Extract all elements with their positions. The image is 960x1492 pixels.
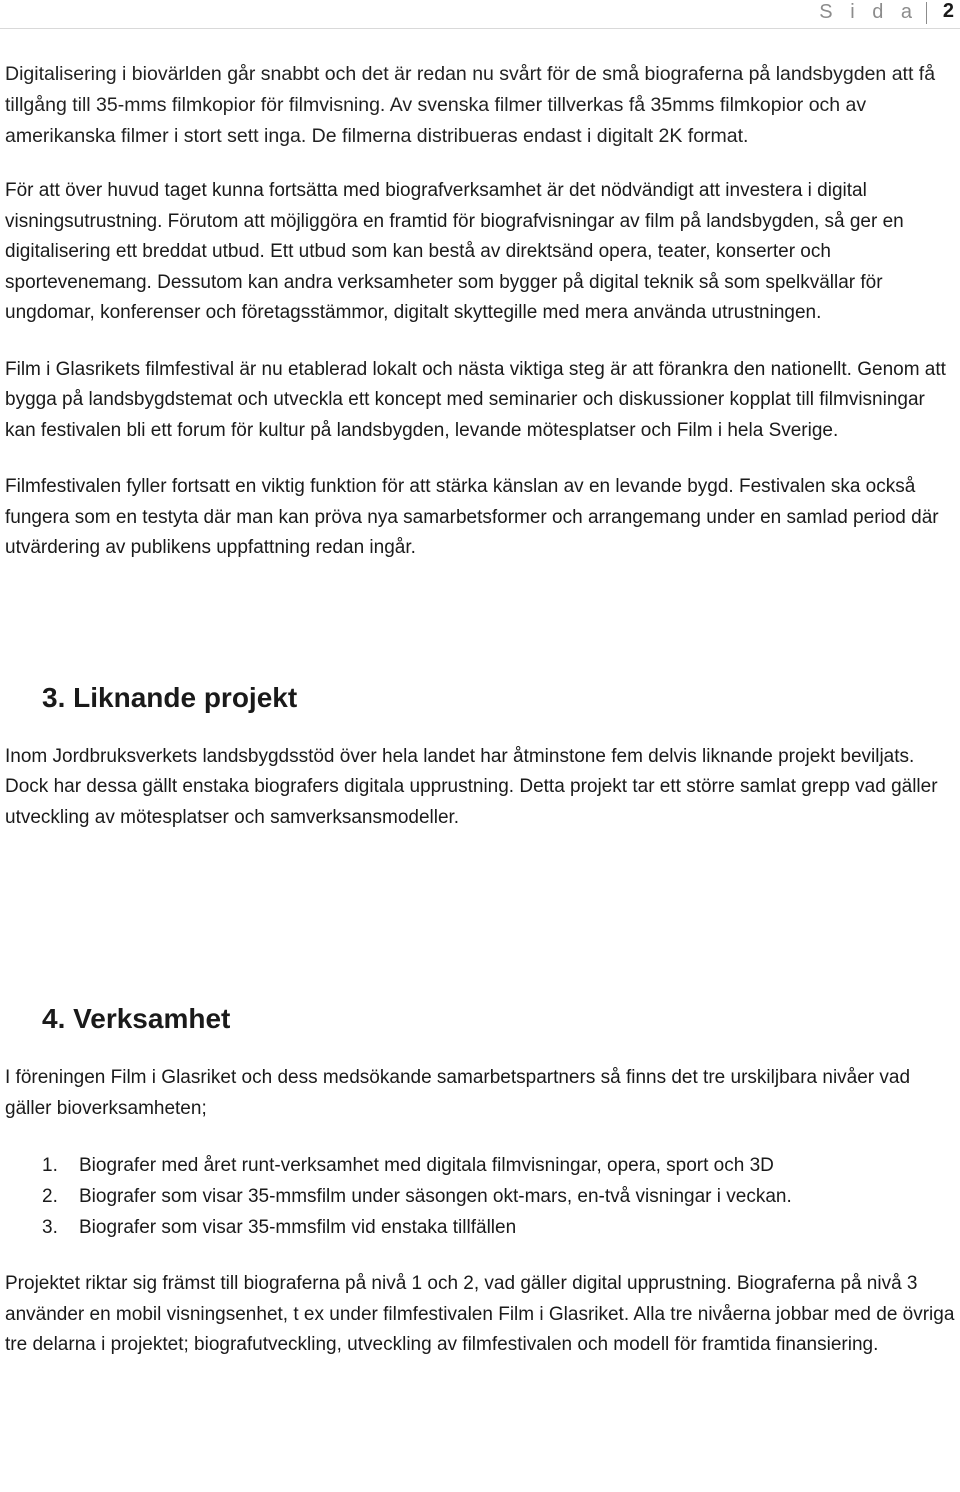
intro-paragraph: Digitalisering i biovärlden går snabbt och det är redan nu svårt för de små biograferna på landsbygden att få tillgång till 35-mms filmkopior för filmvisning. Av svenska filmer tillverkas få 35mms filmkopior och av amerikanska filmer i stort sett inga. De filmerna distribueras endast i digitalt 2K format. xyxy=(5,63,936,147)
section-intro-operations: I föreningen Film i Glasriket och dess medsökande samarbetspartners så finns det tre urskiljbara nivåer vad gäller bioverksamheten; xyxy=(5,1067,911,1119)
paragraph-film-festival: Film i Glasrikets filmfestival är nu etablerad lokalt och nästa viktiga steg är att förankra den nationellt. Genom att bygga på landsbygdstemat och utveckla ett koncept med seminarier och diskussioner kopplat till filmvisningar kan festivalen bli ett forum för kultur på landsbygden, levande mötesplatser och Film i hela Sverige. xyxy=(5,358,946,441)
section-heading-similar-projects: 3. Liknande projekt xyxy=(42,681,298,713)
section-text-similar-projects: Inom Jordbruksverkets landsbygdsstöd över hela landet har åtminstone fem delvis liknande projekt beviljats. Dock har dessa gällt enstaka biografers digitala upprustning. Detta projekt tar ett större samlat grepp vad gäller utveckling av mötesplatser och samverksansmodeller. xyxy=(5,745,938,828)
page-header xyxy=(0,0,960,29)
list-text: Biografer som visar 35-mmsfilm under säsongen okt-mars, en-två visningar i veckan. xyxy=(79,1186,792,1207)
document-body xyxy=(5,59,957,1387)
spacer xyxy=(5,859,957,999)
section-heading-operations: 4. Verksamhet xyxy=(42,1003,231,1034)
list-text: Biografer med året runt-verksamhet med digitala filmvisningar, opera, sport och 3D xyxy=(79,1155,774,1176)
list-number: 1. xyxy=(42,1155,58,1176)
paragraph-festival-function: Filmfestivalen fyller fortsatt en viktig funktion för att stärka känslan av en levande bygd. Festivalen ska också fungera som en testyta där man kan pröva nya samarbetsformer och arrangemang under en samlad period där utvärdering av publikens uppfattning redan ingår. xyxy=(5,476,939,558)
section-closing-operations: Projektet riktar sig främst till biograferna på nivå 1 och 2, vad gäller digital upprustning. Biograferna på nivå 3 använder en mobil visningsenhet, t ex under filmfestivalen Film i Glasriket. Alla tre nivåerna jobbar med de övriga tre delarna i projektet; biografutveckling, utveckling av filmfestivalen och modell för framtida finansiering. xyxy=(5,1273,955,1355)
list-item xyxy=(5,1181,957,1212)
page-number: 2 xyxy=(942,0,954,22)
spacer xyxy=(5,590,957,678)
list-number: 2. xyxy=(42,1186,58,1207)
list-number: 3. xyxy=(42,1217,58,1238)
list-text: Biografer som visar 35-mmsfilm vid enstaka tillfällen xyxy=(79,1217,517,1238)
page-label: S i d a xyxy=(819,1,918,23)
list-item xyxy=(5,1212,957,1243)
page-separator xyxy=(926,2,927,24)
paragraph-digital-investment: För att över huvud taget kunna fortsätta med biografverksamhet är det nödvändigt att investera i digital visningsutrustning. Förutom att möjliggöra en framtid för biografvisningar av film på landsbygden, så ger en digitalisering ett breddat utbud. Ett utbud som kan bestå av direktsänd opera, teater, konserter och sportevenemang. Dessutom kan andra verksamheter som bygger på digital teknik så som spelkvällar för ungdomar, konferenser och företagsstämmor, digitalt skyttegille med mera använda utrustningen. xyxy=(5,180,904,323)
levels-list xyxy=(5,1150,957,1243)
list-item xyxy=(5,1150,957,1181)
